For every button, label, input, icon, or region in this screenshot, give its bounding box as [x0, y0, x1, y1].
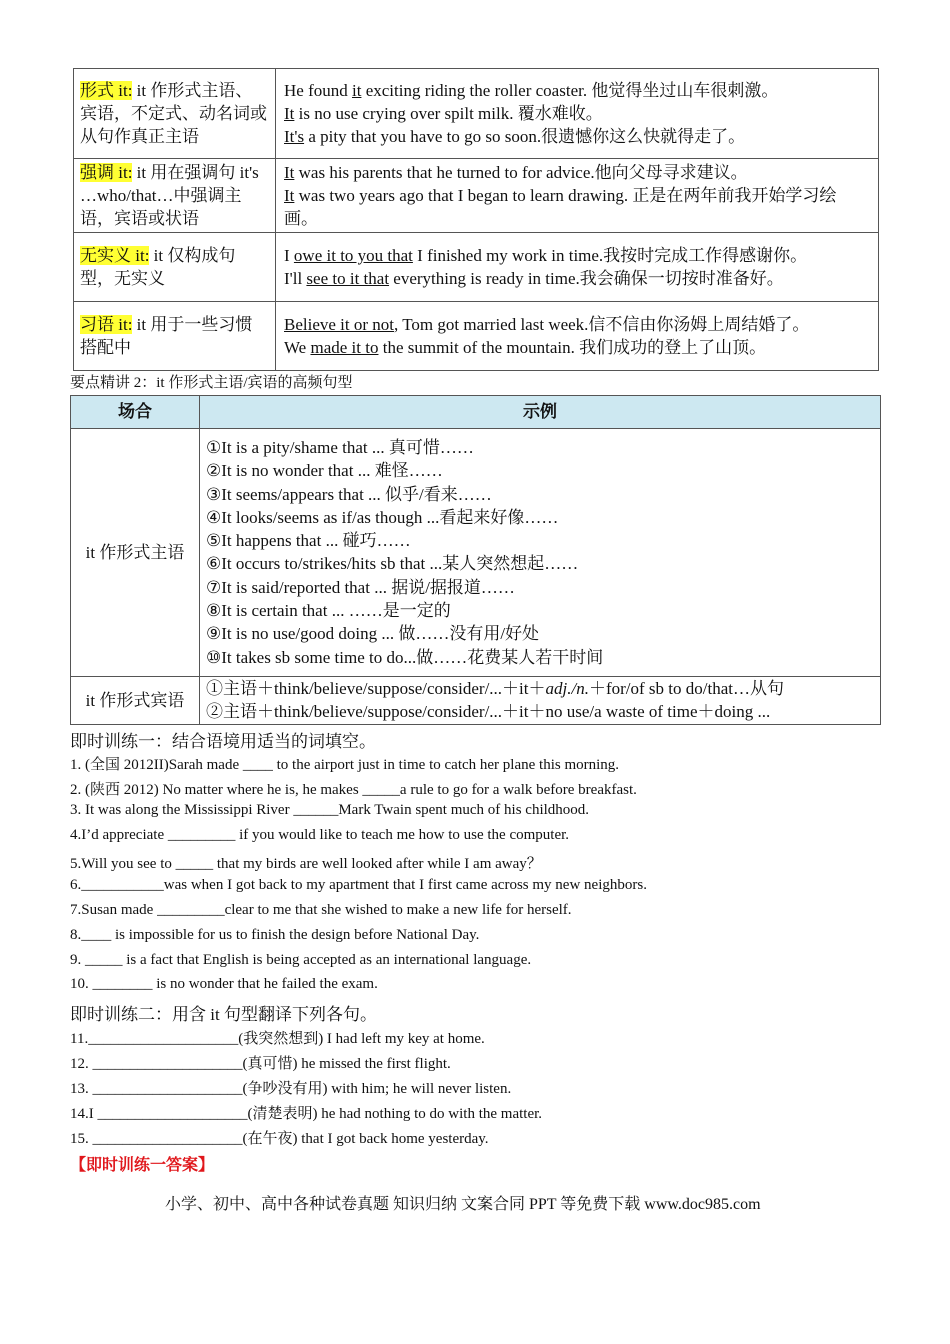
example-line: It was his parents that he turned to for advice.他向父母寻求建议。 [284, 163, 748, 182]
pattern-item: ①It is a pity/shame that ... 真可惜…… [206, 438, 474, 457]
pattern-item: ①主语＋think/believe/suppose/consider/...＋it＋adj./n.＋for/of sb to do/that…从句 [206, 678, 784, 698]
usage-row-emphasis [74, 159, 879, 233]
exercise-item: 6.___________was when I got back to my apartment that I first came across my new neighbors. [70, 877, 647, 893]
usage-label-cell [74, 69, 276, 159]
exercise-item: 7.Susan made _________clear to me that she wished to make a new life for herself. [70, 902, 572, 918]
usage-desc: it 用在强调句 it's …who/that…中强调主语，宾语或状语 [80, 163, 259, 228]
exercise-item: 8.____ is impossible for us to finish the design before National Day. [70, 927, 480, 943]
usage-label-cell [74, 233, 276, 302]
example-line: I'll see to it that everything is ready in time.我会确保一切按时准备好。 [284, 269, 784, 288]
section-2-title: 要点精讲 2：it 作形式主语/宾语的高频句型 [70, 375, 353, 391]
usage-row-formal [74, 69, 879, 159]
exercise-item: 1. (全国 2012II)Sarah made ____ to the airport just in time to catch her plane this morning. [70, 757, 620, 773]
pattern-item: ⑩It takes sb some time to do...做……花费某人若干时间 [206, 647, 604, 667]
pattern-item: ⑤It happens that ... 碰巧…… [206, 531, 411, 551]
pattern-header-occasion: 场合 [71, 396, 200, 429]
pattern-label: it 作形式宾语 [71, 676, 200, 724]
usage-tag: 无实义 it: [80, 246, 150, 265]
example-line: It is no use crying over spilt milk. 覆水难收。 [284, 104, 603, 123]
usage-desc: it 作形式主语、宾语，不定式、动名词或从句作真正主语 [80, 81, 267, 146]
example-line: I owe it to you that I finished my work in time.我按时完成工作得感谢你。 [284, 246, 808, 265]
exercise-item: 5.Will you see to _____ that my birds are well looked after while I am away？ [70, 856, 542, 872]
exercise-item: 12. ____________________(真可惜) he missed the first flight. [70, 1056, 451, 1072]
pattern-list [200, 429, 881, 677]
pattern-header-example: 示例 [200, 396, 881, 429]
usage-example-cell [276, 302, 879, 371]
pattern-item: ②It is no wonder that ... 难怪…… [206, 461, 443, 481]
pattern-item: ⑦It is said/reported that ... 据说/据报道…… [206, 577, 515, 597]
exercise-item: 9. _____ is a fact that English is being accepted as an international language. [70, 952, 532, 968]
exercise-item: 2. (陕西 2012) No matter where he is, he makes _____a rule to go for a walk before breakfast. [70, 782, 637, 798]
usage-tag: 习语 it: [80, 315, 133, 334]
pattern-item: ⑧It is certain that ... ……是一定的 [206, 601, 451, 621]
exercise-item: 10. ________ is no wonder that he failed the exam. [70, 976, 378, 992]
example-line: It's a pity that you have to go so soon.很遗憾你这么快就得走了。 [284, 127, 746, 146]
pattern-item: ③It seems/appears that ... 似乎/看来…… [206, 484, 492, 504]
usage-example-cell [276, 69, 879, 159]
it-usage-table [73, 68, 879, 371]
usage-label-cell [74, 302, 276, 371]
footer: 小学、初中、高中各种试卷真题 知识归纳 文案合同 PPT 等免费下载 www.doc985.com [165, 1196, 761, 1213]
usage-desc: it 仅构成句型，无实义 [80, 246, 236, 288]
usage-tag: 强调 it: [80, 163, 133, 182]
pattern-header-row [71, 396, 881, 429]
pattern-list [200, 676, 881, 724]
pattern-item: ②主语＋think/believe/suppose/consider/...＋it＋no use/a waste of time＋doing ... [206, 702, 771, 722]
pattern-item: ④It looks/seems as if/as though ...看起来好像…… [206, 507, 559, 527]
pattern-row-subject [71, 429, 881, 677]
exercise-item: 15. ____________________(在午夜) that I got back home yesterday. [70, 1131, 489, 1147]
usage-label-cell [74, 159, 276, 233]
pattern-row-object [71, 676, 881, 724]
usage-tag: 形式 it: [80, 81, 133, 100]
example-line: It was two years ago that I began to learn drawing. 正是在两年前我开始学习绘画。 [284, 186, 837, 228]
usage-example-cell [276, 159, 879, 233]
pattern-item: ⑥It occurs to/strikes/hits sb that ...某人突然想起…… [206, 554, 579, 574]
example-line: He found it exciting riding the roller coaster. 他觉得坐过山车很刺激。 [284, 81, 779, 100]
exercise-item: 3. It was along the Mississippi River ______Mark Twain spent much of his childhood. [70, 802, 590, 818]
exercise-2-title: 即时训练二：用含 it 句型翻译下列各句。 [70, 1005, 377, 1024]
exercise-item: 4.I’d appreciate _________ if you would like to teach me how to use the computer. [70, 827, 570, 843]
pattern-item: ⑨It is no use/good doing ... 做……没有用/好处 [206, 624, 540, 644]
exercise-item: 14.I ____________________(清楚表明) he had nothing to do with the matter. [70, 1106, 543, 1122]
usage-row-meaningless [74, 233, 879, 302]
example-line: Believe it or not, Tom got married last week.信不信由你汤姆上周结婚了。 [284, 315, 810, 334]
exercise-1-title: 即时训练一：结合语境用适当的词填空。 [70, 732, 376, 751]
example-line: We made it to the summit of the mountain. 我们成功的登上了山顶。 [284, 338, 767, 357]
pattern-table [70, 395, 881, 725]
pattern-label: it 作形式主语 [71, 429, 200, 677]
answer-title: 【即时训练一答案】 [70, 1157, 215, 1174]
usage-row-idiom [74, 302, 879, 371]
usage-desc: it 用于一些习惯搭配中 [80, 315, 253, 357]
usage-example-cell [276, 233, 879, 302]
exercise-item: 13. ____________________(争吵没有用) with him; he will never listen. [70, 1081, 512, 1097]
exercise-item: 11.____________________(我突然想到) I had left my key at home. [70, 1031, 485, 1047]
